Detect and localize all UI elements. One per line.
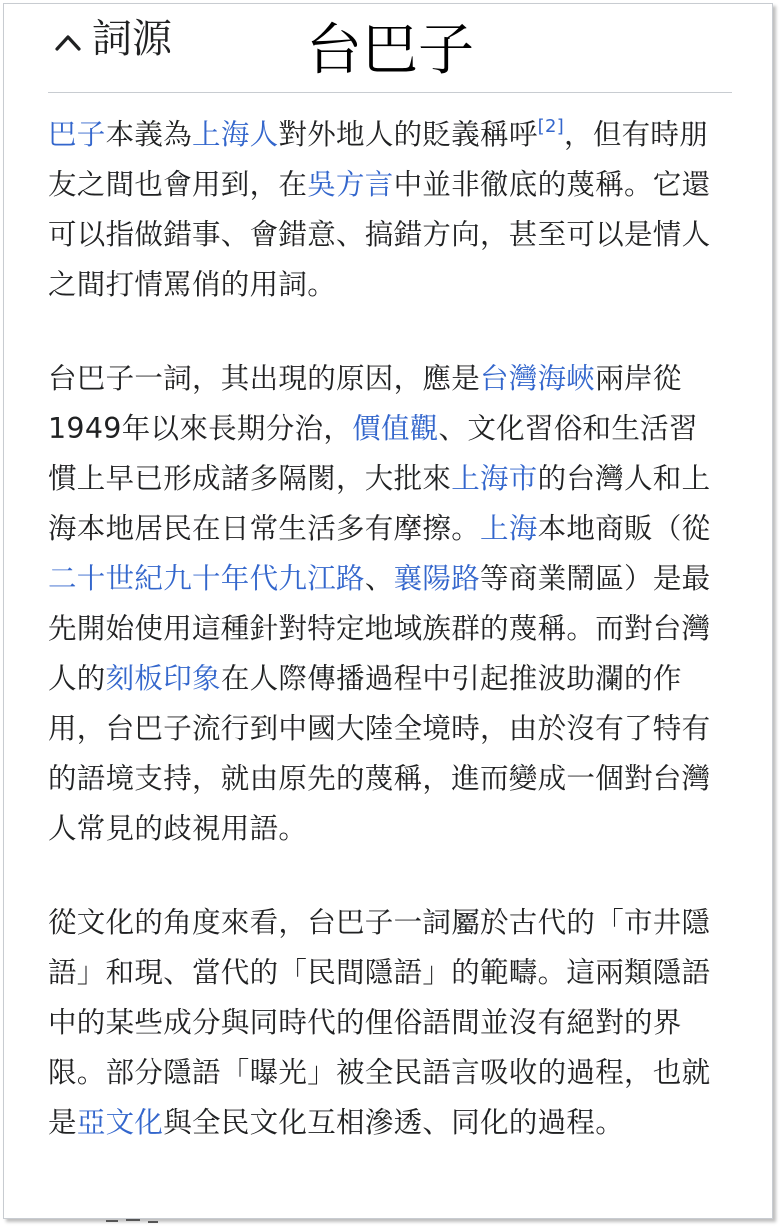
paragraph-text: 等商業鬧區）是最先開始使用這種針對特定地域族群的蔑稱。而對台灣人的: [48, 562, 711, 695]
article-link[interactable]: 襄陽路: [393, 562, 481, 595]
article-link[interactable]: 九江路: [278, 562, 365, 595]
paragraph-text: 在人際傳播過程中引起推波助瀾的作用，台巴子流行到中國大陸全境時，由於沒有了特有的語境支持，就由原先的蔑稱，進而變成一個對台灣人常見的歧視用語。: [48, 662, 711, 845]
paragraph-text: 、: [364, 562, 394, 595]
article-link[interactable]: 吳方言: [307, 168, 394, 201]
article-link[interactable]: 上海人: [192, 118, 279, 151]
paragraph-text: 本義為: [105, 118, 193, 151]
paragraph-text: 台巴子一詞，其出現的原因，應是: [48, 362, 481, 395]
article-link[interactable]: 上海市: [451, 462, 538, 495]
citation: [538, 116, 564, 137]
section-title[interactable]: 詞源: [92, 16, 172, 62]
paragraph-text: 對外地人的貶義稱呼: [278, 118, 538, 151]
article-content: [48, 110, 720, 1192]
article-link[interactable]: 價值觀: [352, 412, 439, 445]
overlay-title: 台巴子: [306, 18, 474, 83]
article-link[interactable]: 上海: [480, 512, 538, 545]
paragraph-1: [48, 110, 720, 310]
paragraph-text: ，但有時朋友之間也會用到，在: [48, 118, 709, 201]
paragraph-text: 本地商販（從: [537, 512, 711, 545]
article-link[interactable]: 二十世紀九十年代: [48, 562, 279, 595]
paragraph-text: 從文化的角度來看，台巴子一詞屬於古代的「市井隱語」和現、當代的「民間隱語」的範疇。這兩類隱語中的某些成分與同時代的俚俗語間並沒有絕對的界限。部分隱語「曝光」被全民語言吸收的過程，也就是: [48, 906, 711, 1139]
paragraph-text: 與全民文化互相滲透、同化的過程。: [163, 1106, 625, 1139]
article-link[interactable]: 亞文化: [76, 1106, 164, 1139]
paragraph-text: 、文化習俗和生活習慣上早已形成諸多隔閡，大批來: [48, 412, 698, 495]
paragraph-3: [48, 898, 720, 1148]
article-link[interactable]: 刻板印象: [105, 662, 221, 695]
paragraph-text: 兩岸從1949年以來長期分治，: [48, 362, 682, 445]
paragraph-text: 的台灣人和上海本地居民在日常生活多有摩擦。: [48, 462, 711, 545]
paragraph-2: [48, 354, 720, 854]
article-link[interactable]: 台灣海峽: [480, 362, 596, 395]
article-link[interactable]: 巴子: [48, 118, 106, 151]
next-heading-fragment: [48, 1215, 208, 1225]
citation-link[interactable]: [2]: [537, 116, 565, 137]
paragraph-text: 中並非徹底的蔑稱。它還可以指做錯事、會錯意、搞錯方向，甚至可以是情人之間打情罵俏的用詞。: [48, 168, 711, 301]
